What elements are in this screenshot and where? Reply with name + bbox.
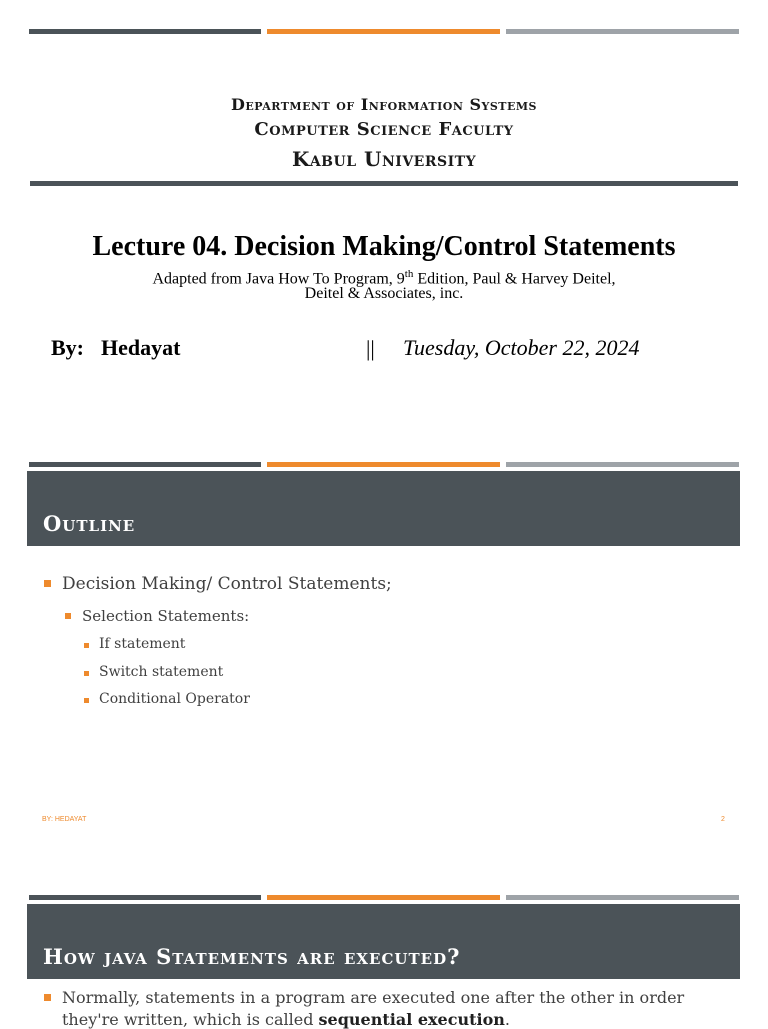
page-number: 2 xyxy=(721,816,725,823)
subtitle-sup: th xyxy=(404,268,414,280)
top-rule-dark xyxy=(29,29,261,34)
bullet-icon xyxy=(84,671,89,676)
top-rule-gray xyxy=(506,29,739,34)
execution-para-line1: Normally, statements in a program are executed one after the other in order xyxy=(62,988,685,1007)
lecture-title: Lecture 04. Decision Making/Control Statements xyxy=(92,231,676,262)
execution-header xyxy=(27,904,740,979)
faculty-name: Computer Science Faculty xyxy=(254,119,514,140)
execution-heading: How java Statements are executed? xyxy=(43,944,461,969)
title-divider xyxy=(30,181,738,186)
bullet-icon xyxy=(84,698,89,703)
bullet-icon xyxy=(44,994,51,1001)
bullet-icon xyxy=(84,643,89,648)
separator: || xyxy=(366,336,375,361)
outline-item-4: Switch statement xyxy=(99,664,224,680)
sequential-execution-term: sequential execution xyxy=(318,1010,505,1029)
bullet-icon xyxy=(65,613,71,619)
lecture-subtitle-line2: Deitel & Associates, inc. xyxy=(304,285,464,302)
outline-item-1: Decision Making/ Control Statements; xyxy=(62,574,392,594)
top-rule-orange xyxy=(267,29,500,34)
para-text: they're written, which is called xyxy=(62,1010,319,1029)
slide3-rule-gray xyxy=(506,895,739,900)
slide3-rule-dark xyxy=(29,895,261,900)
outline-item-3: If statement xyxy=(99,636,186,652)
para-period: . xyxy=(504,1010,510,1029)
slide2-rule-orange xyxy=(267,462,500,467)
outline-heading: Outline xyxy=(43,511,136,536)
department-name: Department of Information Systems xyxy=(231,95,537,114)
slide2-rule-gray xyxy=(506,462,739,467)
lecture-date: Tuesday, October 22, 2024 xyxy=(403,335,640,360)
subtitle-part-b: Edition, Paul & Harvey Deitel, xyxy=(413,270,616,288)
author-name: Hedayat xyxy=(101,335,181,360)
execution-para-line2 xyxy=(62,1010,510,1029)
bullet-icon xyxy=(44,580,51,587)
outline-item-5: Conditional Operator xyxy=(99,691,250,707)
slide2-rule-dark xyxy=(29,462,261,467)
university-name: Kabul University xyxy=(291,147,477,171)
outline-header xyxy=(27,471,740,546)
by-label: By: xyxy=(51,335,84,360)
slide3-rule-orange xyxy=(267,895,500,900)
outline-item-2: Selection Statements: xyxy=(82,607,250,625)
subtitle-part-a: Adapted from Java How To Program, 9 xyxy=(152,270,405,288)
footer-author: BY: HEDAYAT xyxy=(42,816,87,823)
